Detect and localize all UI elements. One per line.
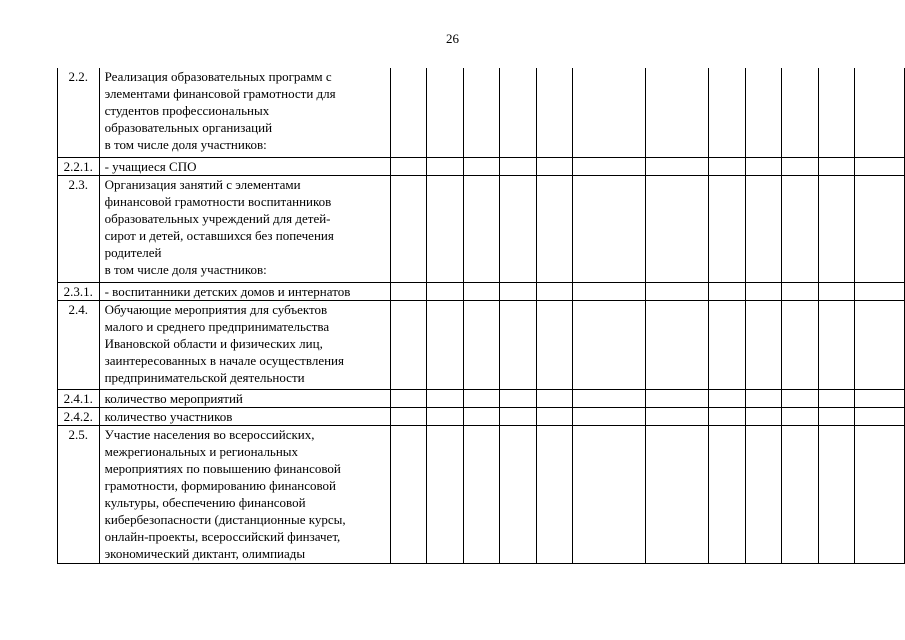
empty-cell <box>745 425 781 563</box>
empty-cell <box>745 157 781 175</box>
empty-cell <box>427 389 463 407</box>
empty-cell <box>855 407 905 425</box>
empty-cell <box>573 175 646 282</box>
empty-cell <box>818 282 854 300</box>
empty-cell <box>536 175 572 282</box>
empty-cell <box>390 425 426 563</box>
row-description: Участие населения во всероссийских, межрегиональных и региональных мероприятиях по повышению финансовой грамотности, формированию финансовой культуры, обеспечению финансовой кибербезопасности (дистанционные курсы, онлайн-проекты, всероссийский финзачет, экономический диктант, олимпиады <box>99 425 390 563</box>
row-description: - учащиеся СПО <box>99 157 390 175</box>
empty-cell <box>745 282 781 300</box>
empty-cell <box>500 68 536 157</box>
table-row <box>58 282 905 300</box>
empty-cell <box>573 389 646 407</box>
empty-cell <box>645 389 708 407</box>
empty-cell <box>818 389 854 407</box>
empty-cell <box>709 425 745 563</box>
table-row <box>58 389 905 407</box>
empty-cell <box>855 282 905 300</box>
empty-cell <box>500 282 536 300</box>
table-row <box>58 407 905 425</box>
empty-cell <box>782 407 818 425</box>
empty-cell <box>463 300 499 389</box>
empty-cell <box>427 157 463 175</box>
empty-cell <box>782 68 818 157</box>
table-row <box>58 175 905 282</box>
empty-cell <box>390 157 426 175</box>
row-description: количество мероприятий <box>99 389 390 407</box>
empty-cell <box>536 68 572 157</box>
empty-cell <box>818 425 854 563</box>
row-number: 2.4. <box>58 300 100 389</box>
table-row <box>58 300 905 389</box>
empty-cell <box>745 407 781 425</box>
empty-cell <box>855 157 905 175</box>
row-description: Обучающие мероприятия для субъектов малого и среднего предпринимательства Ивановской области и физических лиц, заинтересованных в начале осуществления предпринимательской деятельности <box>99 300 390 389</box>
empty-cell <box>463 425 499 563</box>
empty-cell <box>463 389 499 407</box>
empty-cell <box>818 407 854 425</box>
empty-cell <box>709 300 745 389</box>
empty-cell <box>855 175 905 282</box>
empty-cell <box>818 68 854 157</box>
empty-cell <box>645 157 708 175</box>
empty-cell <box>500 175 536 282</box>
empty-cell <box>782 300 818 389</box>
row-number: 2.3.1. <box>58 282 100 300</box>
empty-cell <box>709 175 745 282</box>
empty-cell <box>745 300 781 389</box>
empty-cell <box>709 282 745 300</box>
row-description: Организация занятий с элементами финансовой грамотности воспитанников образовательных учреждений для детей- сирот и детей, оставшихся без попечения родителей в том числе доля участников: <box>99 175 390 282</box>
empty-cell <box>573 407 646 425</box>
empty-cell <box>463 282 499 300</box>
empty-cell <box>818 157 854 175</box>
empty-cell <box>536 389 572 407</box>
empty-cell <box>500 425 536 563</box>
empty-cell <box>573 68 646 157</box>
empty-cell <box>818 175 854 282</box>
empty-cell <box>463 407 499 425</box>
empty-cell <box>390 389 426 407</box>
row-description: - воспитанники детских домов и интернатов <box>99 282 390 300</box>
empty-cell <box>390 68 426 157</box>
empty-cell <box>500 407 536 425</box>
empty-cell <box>390 300 426 389</box>
empty-cell <box>709 389 745 407</box>
empty-cell <box>782 425 818 563</box>
empty-cell <box>427 407 463 425</box>
empty-cell <box>745 68 781 157</box>
empty-cell <box>709 68 745 157</box>
table-row <box>58 68 905 157</box>
empty-cell <box>645 300 708 389</box>
empty-cell <box>427 175 463 282</box>
row-description: Реализация образовательных программ с элементами финансовой грамотности для студентов профессиональных образовательных организаций в том числе доля участников: <box>99 68 390 157</box>
empty-cell <box>709 157 745 175</box>
empty-cell <box>645 175 708 282</box>
plan-table <box>57 68 905 564</box>
row-description: количество участников <box>99 407 390 425</box>
row-number: 2.2.1. <box>58 157 100 175</box>
empty-cell <box>427 425 463 563</box>
empty-cell <box>745 175 781 282</box>
empty-cell <box>782 282 818 300</box>
empty-cell <box>645 425 708 563</box>
empty-cell <box>573 282 646 300</box>
empty-cell <box>463 175 499 282</box>
row-number: 2.5. <box>58 425 100 563</box>
empty-cell <box>536 282 572 300</box>
empty-cell <box>855 300 905 389</box>
empty-cell <box>645 68 708 157</box>
table-row <box>58 157 905 175</box>
page-number: 26 <box>446 31 459 46</box>
empty-cell <box>463 157 499 175</box>
empty-cell <box>500 300 536 389</box>
empty-cell <box>463 68 499 157</box>
empty-cell <box>782 175 818 282</box>
empty-cell <box>427 300 463 389</box>
empty-cell <box>855 68 905 157</box>
empty-cell <box>536 425 572 563</box>
empty-cell <box>573 425 646 563</box>
empty-cell <box>390 175 426 282</box>
table-row <box>58 425 905 563</box>
empty-cell <box>645 282 708 300</box>
empty-cell <box>855 389 905 407</box>
empty-cell <box>573 157 646 175</box>
empty-cell <box>782 389 818 407</box>
empty-cell <box>536 157 572 175</box>
empty-cell <box>536 407 572 425</box>
empty-cell <box>573 300 646 389</box>
empty-cell <box>390 282 426 300</box>
empty-cell <box>709 407 745 425</box>
empty-cell <box>427 68 463 157</box>
empty-cell <box>536 300 572 389</box>
empty-cell <box>390 407 426 425</box>
empty-cell <box>500 389 536 407</box>
empty-cell <box>500 157 536 175</box>
row-number: 2.4.1. <box>58 389 100 407</box>
empty-cell <box>745 389 781 407</box>
empty-cell <box>818 300 854 389</box>
row-number: 2.3. <box>58 175 100 282</box>
empty-cell <box>427 282 463 300</box>
row-number: 2.4.2. <box>58 407 100 425</box>
row-number: 2.2. <box>58 68 100 157</box>
empty-cell <box>782 157 818 175</box>
empty-cell <box>855 425 905 563</box>
empty-cell <box>645 407 708 425</box>
